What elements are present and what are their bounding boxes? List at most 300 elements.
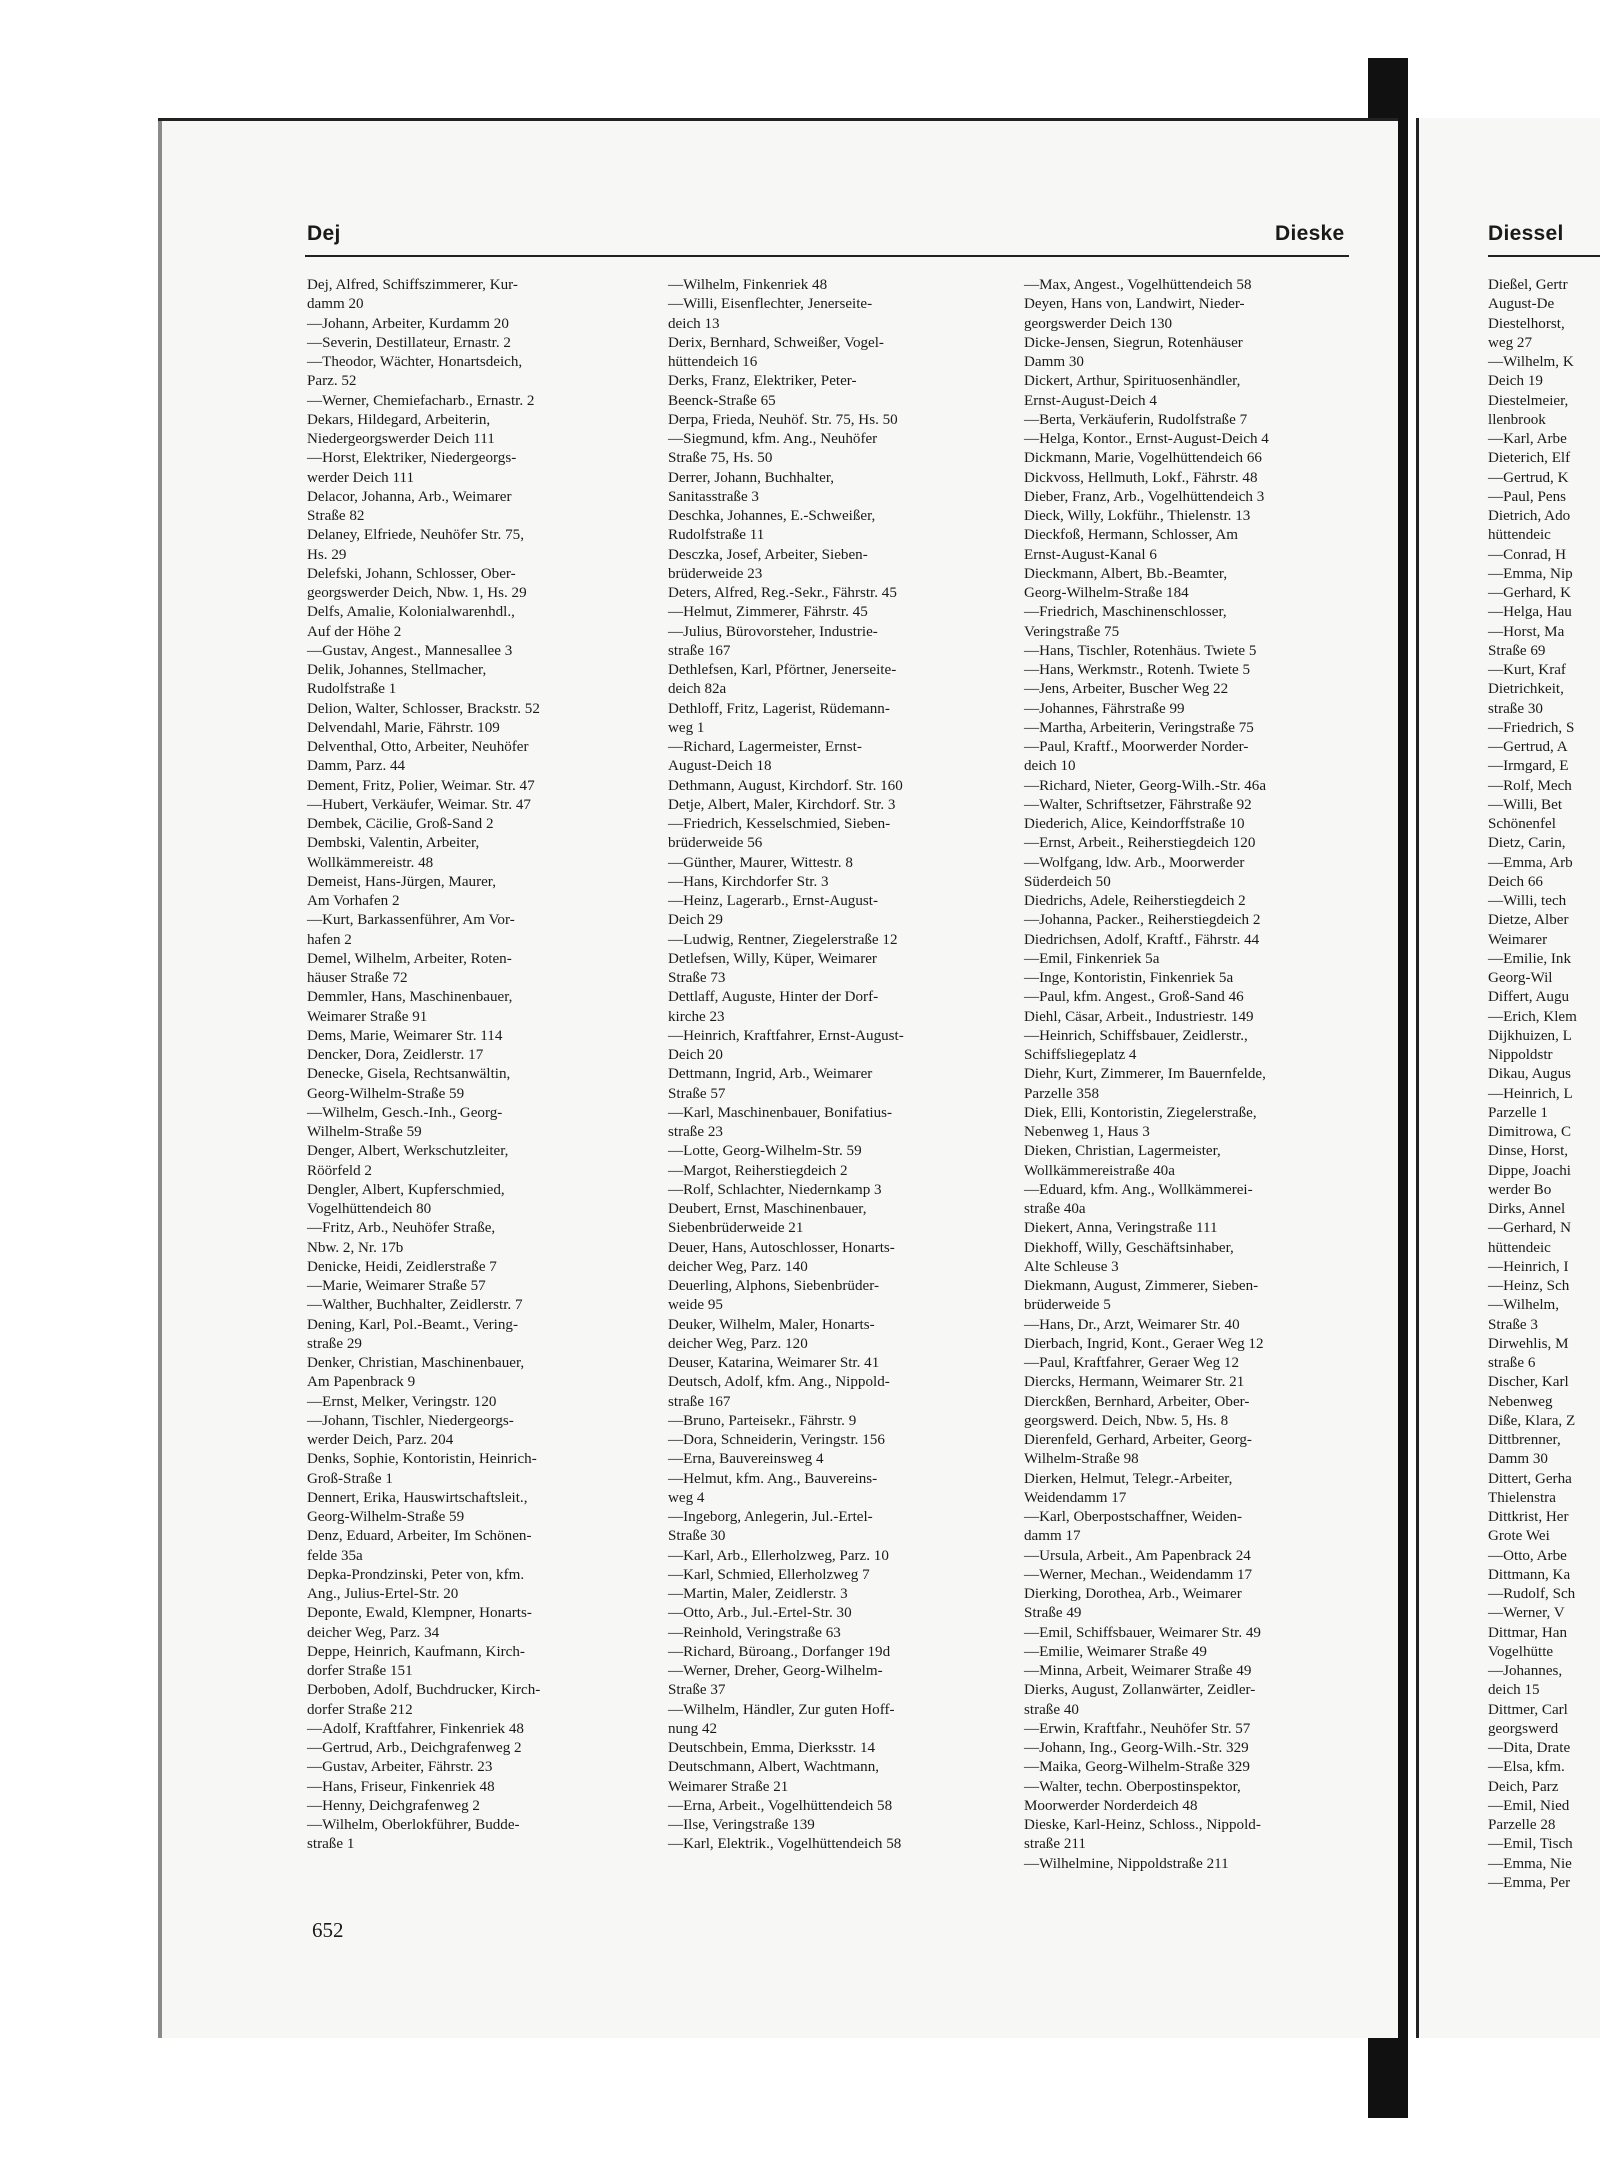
directory-entry	[1024, 700, 1364, 719]
entry-line: —Günther, Maurer, Wittestr. 8	[668, 854, 853, 871]
entry-line: —Maika, Georg-Wilhelm-Straße 329	[1024, 1759, 1250, 1776]
entry-line: Demeist, Hans-Jürgen, Maurer,	[307, 873, 496, 890]
directory-entry	[307, 565, 647, 604]
entry-continuation: Vogelhüttendeich 80	[307, 1201, 432, 1217]
right-page-entry-line: —Emma, Nip	[1488, 565, 1573, 582]
directory-entry	[307, 1758, 647, 1777]
entry-continuation: Weidendamm 17	[1024, 1489, 1127, 1506]
entry-line: —Richard, Büroang., Dorfanger 19d	[668, 1643, 891, 1660]
directory-entry	[307, 911, 647, 950]
entry-line: —Lotte, Georg-Wilhelm-Str. 59	[668, 1143, 862, 1160]
entry-line: —Inge, Kontoristin, Finkenriek 5a	[1024, 970, 1234, 986]
entry-line: —Hubert, Verkäufer, Weimar. Str. 47	[307, 796, 531, 813]
directory-entry	[668, 469, 1008, 508]
entry-line: Delventhal, Otto, Arbeiter, Neuhöfer	[307, 739, 529, 755]
entry-line: Diedrichs, Adele, Reiherstiegdeich 2	[1024, 893, 1246, 909]
right-page-entry-line: —Karl, Arbe	[1488, 431, 1567, 447]
directory-entry	[1024, 1662, 1364, 1681]
entry-line: Dethloff, Fritz, Lagerist, Rüdemann-	[668, 700, 890, 717]
right-page-entry-line: —Willi, tech	[1488, 893, 1567, 909]
entry-continuation: deicher Weg, Parz. 120	[668, 1335, 808, 1352]
directory-entry	[307, 353, 647, 392]
directory-entry	[668, 1816, 1008, 1835]
entry-line: Deuer, Hans, Autoschlosser, Honarts-	[668, 1239, 895, 1256]
entry-line: —Paul, kfm. Angest., Groß-Sand 46	[1024, 989, 1244, 1006]
directory-entry	[307, 449, 647, 488]
entry-line: —Berta, Verkäuferin, Rudolfstraße 7	[1024, 411, 1248, 428]
entry-continuation: straße 40a	[1024, 1201, 1086, 1217]
directory-entry	[668, 1739, 1008, 1758]
entry-line: —Karl, Elektrik., Vogelhüttendeich 58	[668, 1836, 902, 1853]
entry-continuation: August-Deich 18	[668, 758, 772, 775]
entry-line: Dicke-Jensen, Siegrun, Rotenhäuser	[1024, 334, 1243, 351]
directory-entry	[307, 796, 647, 815]
entry-line: Dieckfoß, Hermann, Schlosser, Am	[1024, 527, 1239, 544]
entry-line: —Paul, Kraftf., Moorwerder Norder-	[1024, 739, 1249, 755]
entry-line: Deuker, Wilhelm, Maler, Honarts-	[668, 1316, 875, 1333]
entry-continuation: Ang., Julius-Ertel-Str. 20	[307, 1586, 459, 1602]
entry-line: —Adolf, Kraftfahrer, Finkenriek 48	[307, 1720, 524, 1737]
right-page-entry-line: Dinse, Horst,	[1488, 1143, 1569, 1160]
directory-entry	[1024, 1008, 1364, 1027]
entry-line: —Otto, Arb., Jul.-Ertel-Str. 30	[668, 1605, 852, 1622]
entry-continuation: weg 4	[668, 1489, 705, 1506]
directory-entry	[668, 815, 1008, 854]
entry-continuation: Wollkämmereistraße 40a	[1024, 1162, 1175, 1179]
entry-line: Dierking, Dorothea, Arb., Weimarer	[1024, 1586, 1242, 1602]
running-head-left: Dej	[307, 222, 341, 245]
entry-line: —Kurt, Barkassenführer, Am Vor-	[307, 912, 515, 929]
entry-line: Dieber, Franz, Arb., Vogelhüttendeich 3	[1024, 488, 1265, 505]
entry-line: Deutschmann, Albert, Wachtmann,	[668, 1759, 880, 1776]
entry-line: Diercks, Hermann, Weimarer Str. 21	[1024, 1374, 1245, 1391]
directory-entry	[307, 719, 647, 738]
directory-entry	[1024, 1681, 1364, 1720]
directory-entry	[1024, 1431, 1364, 1470]
entry-line: Dekars, Hildegard, Arbeiterin,	[307, 411, 491, 428]
right-page-entry-line: —Emma, Arb	[1488, 854, 1573, 871]
entry-line: Diedrichsen, Adolf, Kraftf., Fährstr. 44	[1024, 931, 1260, 948]
entry-line: Dierbach, Ingrid, Kont., Geraer Weg 12	[1024, 1335, 1264, 1352]
directory-entry	[307, 1316, 647, 1355]
entry-continuation: Weimarer Straße 21	[668, 1778, 789, 1795]
right-page-entry-line: Dippe, Joachi	[1488, 1162, 1571, 1179]
directory-entry	[1024, 834, 1364, 853]
directory-entry	[1024, 815, 1364, 834]
entry-continuation: Weimarer Straße 91	[307, 1008, 428, 1025]
entry-line: Denks, Sophie, Kontoristin, Heinrich-	[307, 1451, 537, 1468]
directory-entry	[668, 1758, 1008, 1797]
entry-line: —Johann, Arbeiter, Kurdamm 20	[307, 315, 509, 332]
directory-entry	[1024, 507, 1364, 526]
right-page-entry-line: —Werner, V	[1488, 1605, 1565, 1622]
directory-entry	[1024, 295, 1364, 334]
directory-entry	[1024, 1566, 1364, 1585]
entry-continuation: weg 1	[668, 719, 705, 736]
entry-line: Dembek, Cäcilie, Groß-Sand 2	[307, 816, 494, 832]
directory-entry	[1024, 1354, 1364, 1373]
right-page-entry-line: weg 27	[1488, 334, 1533, 351]
right-page-entry-line: hüttendeic	[1488, 1239, 1551, 1256]
entry-continuation: Am Papenbrack 9	[307, 1374, 416, 1391]
entry-line: Dickert, Arthur, Spirituosenhändler,	[1024, 373, 1241, 390]
right-page-entry-line: —Heinrich, L	[1488, 1085, 1573, 1102]
entry-line: Demel, Wilhelm, Arbeiter, Roten-	[307, 950, 512, 967]
right-page-entry-line: Weimarer	[1488, 931, 1548, 948]
entry-continuation: brüderweide 23	[668, 565, 763, 582]
directory-entry	[1024, 969, 1364, 988]
directory-entry	[668, 1585, 1008, 1604]
entry-continuation: Auf der Höhe 2	[307, 623, 402, 640]
entry-line: Delvendahl, Marie, Fährstr. 109	[307, 719, 500, 736]
entry-line: Delik, Johannes, Stellmacher,	[307, 662, 487, 678]
directory-entry	[307, 1816, 647, 1855]
entry-line: —Walter, techn. Oberpostinspektor,	[1024, 1778, 1241, 1795]
directory-entry	[307, 1681, 647, 1720]
entry-line: Dej, Alfred, Schiffszimmerer, Kur-	[307, 277, 518, 293]
directory-entry	[1024, 334, 1364, 373]
entry-continuation: dorfer Straße 151	[307, 1663, 413, 1679]
right-page-entry-line: —Helga, Hau	[1488, 604, 1572, 621]
entry-line: —Hans, Kirchdorfer Str. 3	[668, 873, 829, 890]
directory-entry	[1024, 738, 1364, 777]
right-page-entry-line: Dittmar, Han	[1488, 1624, 1568, 1641]
right-page-entry-line: Parzelle 1	[1488, 1104, 1548, 1121]
directory-entry	[307, 1104, 647, 1143]
directory-entry	[1024, 1758, 1364, 1777]
directory-entry	[668, 854, 1008, 873]
right-page-entry-line: deich 15	[1488, 1682, 1540, 1699]
entry-line: —Emil, Finkenriek 5a	[1024, 950, 1160, 967]
directory-entry	[307, 1258, 647, 1277]
directory-entry	[1024, 372, 1364, 411]
entry-continuation: Beenck-Straße 65	[668, 392, 776, 409]
entry-line: Dierken, Helmut, Telegr.-Arbeiter,	[1024, 1470, 1233, 1487]
right-page-entry-line: georgswerd	[1488, 1720, 1559, 1737]
entry-continuation: weide 95	[668, 1297, 723, 1314]
directory-entry	[307, 1027, 647, 1046]
directory-entry	[1024, 603, 1364, 642]
directory-entry	[668, 1450, 1008, 1469]
directory-entry	[307, 661, 647, 700]
right-page-running-head: Diessel	[1488, 222, 1564, 245]
directory-entry	[1024, 430, 1364, 449]
entry-line: Dickmann, Marie, Vogelhüttendeich 66	[1024, 450, 1262, 467]
directory-entry	[1024, 1855, 1364, 1874]
entry-line: —Johann, Tischler, Niedergeorgs-	[307, 1412, 514, 1429]
entry-line: —Karl, Schmied, Ellerholzweg 7	[668, 1566, 870, 1583]
directory-entry	[668, 1547, 1008, 1566]
directory-entry	[668, 276, 1008, 295]
right-page-entry-line: Dietrich, Ado	[1488, 508, 1571, 524]
directory-entry	[1024, 1739, 1364, 1758]
right-page-entry-line: Grote Wei	[1488, 1528, 1550, 1545]
directory-entry	[668, 1604, 1008, 1623]
directory-entry	[1024, 1219, 1364, 1238]
right-page-entry-line: Deich 19	[1488, 373, 1543, 390]
right-page-entry-line: Thielenstra	[1488, 1489, 1556, 1506]
entry-continuation: Deich 29	[668, 912, 723, 929]
entry-continuation: damm 20	[307, 296, 364, 313]
entry-line: —Hans, Friseur, Finkenriek 48	[307, 1778, 495, 1795]
entry-line: —Walther, Buchhalter, Zeidlerstr. 7	[307, 1297, 523, 1314]
entry-line: —Max, Angest., Vogelhüttendeich 58	[1024, 277, 1252, 293]
right-page-entry-line: straße 6	[1488, 1355, 1536, 1371]
entry-continuation: Niedergeorgswerder Deich 111	[307, 431, 495, 447]
directory-entry	[668, 1624, 1008, 1643]
directory-entry	[668, 661, 1008, 700]
directory-entry	[668, 1431, 1008, 1450]
directory-entry	[307, 1219, 647, 1258]
entry-line: —Willi, Eisenflechter, Jenerseite-	[668, 296, 873, 313]
directory-entry	[1024, 950, 1364, 969]
directory-entry	[1024, 411, 1364, 430]
right-page-entry-line: Damm 30	[1488, 1451, 1548, 1468]
entry-line: —Emilie, Weimarer Straße 49	[1024, 1643, 1207, 1660]
right-page-entry-line: Diestelmeier,	[1488, 392, 1569, 409]
entry-line: Denecke, Gisela, Rechtsanwältin,	[307, 1066, 511, 1083]
entry-line: —Hans, Werkmstr., Rotenh. Twiete 5	[1024, 662, 1251, 678]
directory-entry	[307, 1412, 647, 1451]
entry-line: Derix, Bernhard, Schweißer, Vogel-	[668, 334, 884, 351]
directory-entry	[668, 372, 1008, 411]
entry-line: —Bruno, Parteisekr., Fährstr. 9	[668, 1412, 857, 1429]
entry-line: —Friedrich, Kesselschmied, Sieben-	[668, 816, 891, 832]
right-page-entry-line: —Horst, Ma	[1488, 623, 1565, 640]
entry-line: Diederich, Alice, Keindorffstraße 10	[1024, 816, 1245, 832]
right-page-entry-line: —Kurt, Kraf	[1488, 662, 1566, 678]
directory-entry	[668, 1354, 1008, 1373]
entry-line: —Ernst, Melker, Veringstr. 120	[307, 1393, 497, 1410]
directory-entry	[307, 738, 647, 777]
directory-entry	[1024, 988, 1364, 1007]
entry-line: —Werner, Mechan., Weidendamm 17	[1024, 1566, 1253, 1583]
entry-line: —Helga, Kontor., Ernst-August-Deich 4	[1024, 431, 1269, 447]
entry-continuation: straße 167	[668, 1393, 731, 1410]
directory-entry	[307, 1489, 647, 1528]
entry-continuation: Damm, Parz. 44	[307, 758, 406, 775]
entry-continuation: werder Deich 111	[307, 469, 415, 486]
directory-entry	[1024, 1065, 1364, 1104]
entry-line: Dennert, Erika, Hauswirtschaftsleit.,	[307, 1489, 528, 1506]
entry-line: —Wilhelm, Händler, Zur guten Hoff-	[668, 1701, 895, 1718]
entry-line: Derboben, Adolf, Buchdrucker, Kirch-	[307, 1682, 541, 1699]
entry-continuation: Straße 57	[668, 1085, 726, 1102]
directory-entry	[1024, 1585, 1364, 1624]
right-page-entry-line: —Emma, Nie	[1488, 1855, 1572, 1872]
entry-line: Dieckmann, Albert, Bb.-Beamter,	[1024, 565, 1228, 582]
entry-line: Derrer, Johann, Buchhalter,	[668, 469, 835, 486]
entry-continuation: Schiffsliegeplatz 4	[1024, 1047, 1137, 1063]
directory-entry	[307, 873, 647, 912]
entry-continuation: Straße 75, Hs. 50	[668, 450, 773, 467]
directory-entry	[1024, 1316, 1364, 1335]
directory-entry	[307, 603, 647, 642]
entry-line: —Richard, Nieter, Georg-Wilh.-Str. 46a	[1024, 777, 1267, 794]
directory-entry	[668, 1797, 1008, 1816]
entry-continuation: Süderdeich 50	[1024, 873, 1111, 890]
directory-entry	[307, 1739, 647, 1758]
entry-line: —Erna, Bauvereinsweg 4	[668, 1451, 824, 1468]
entry-line: Diek, Elli, Kontoristin, Ziegelerstraße,	[1024, 1104, 1257, 1121]
right-page-entry-line: —Emma, Per	[1488, 1874, 1571, 1891]
entry-line: —Jens, Arbeiter, Buscher Weg 22	[1024, 681, 1229, 698]
directory-entry	[668, 931, 1008, 950]
entry-line: —Gustav, Angest., Mannesallee 3	[307, 642, 513, 659]
entry-line: Dettlaff, Auguste, Hinter der Dorf-	[668, 989, 879, 1006]
entry-line: Dethlefsen, Karl, Pförtner, Jenerseite-	[668, 662, 897, 678]
entry-line: Dierenfeld, Gerhard, Arbeiter, Georg-	[1024, 1432, 1252, 1448]
entry-line: Deyen, Hans von, Landwirt, Nieder-	[1024, 296, 1245, 313]
directory-entry	[1024, 777, 1364, 796]
directory-column-2	[668, 276, 1008, 1855]
directory-entry	[668, 1566, 1008, 1585]
header-rule	[305, 255, 1349, 257]
right-page-entry-line: —Gertrud, A	[1488, 739, 1568, 755]
entry-line: —Gertrud, Arb., Deichgrafenweg 2	[307, 1740, 522, 1756]
directory-entry	[668, 950, 1008, 989]
entry-continuation: hüttendeich 16	[668, 354, 758, 370]
entry-line: Deutsch, Adolf, kfm. Ang., Nippold-	[668, 1374, 890, 1391]
entry-line: Dieske, Karl-Heinz, Schloss., Nippold-	[1024, 1817, 1261, 1833]
entry-line: —Werner, Chemiefacharb., Ernastr. 2	[307, 392, 535, 409]
entry-continuation: Parz. 52	[307, 373, 357, 390]
entry-continuation: Moorwerder Norderdeich 48	[1024, 1797, 1198, 1814]
entry-continuation: Hs. 29	[307, 546, 347, 563]
entry-line: —Walter, Schriftsetzer, Fährstraße 92	[1024, 796, 1252, 813]
directory-entry	[1024, 680, 1364, 699]
directory-entry	[668, 411, 1008, 430]
right-page-entry-line: —Paul, Pens	[1488, 488, 1566, 505]
directory-entry	[1024, 449, 1364, 468]
entry-continuation: Rudolfstraße 1	[307, 681, 397, 698]
entry-continuation: kirche 23	[668, 1008, 725, 1025]
entry-line: Delacor, Johanna, Arb., Weimarer	[307, 488, 512, 505]
entry-line: —Ingeborg, Anlegerin, Jul.-Ertel-	[668, 1509, 873, 1525]
directory-entry	[668, 546, 1008, 585]
directory-entry	[668, 430, 1008, 469]
entry-line: Deters, Alfred, Reg.-Sekr., Fährstr. 45	[668, 585, 897, 601]
entry-continuation: straße 29	[307, 1335, 362, 1352]
directory-entry	[668, 1104, 1008, 1143]
running-head-right: Dieske	[1275, 222, 1345, 245]
entry-continuation: Straße 49	[1024, 1605, 1082, 1622]
directory-entry	[1024, 1624, 1364, 1643]
right-page-entry-line: Dimitrowa, C	[1488, 1124, 1572, 1140]
directory-entry	[307, 1604, 647, 1643]
directory-entry	[668, 1412, 1008, 1431]
right-page-header-rule	[1488, 255, 1600, 257]
directory-entry	[668, 1181, 1008, 1200]
entry-line: Diehr, Kurt, Zimmerer, Im Bauernfelde,	[1024, 1066, 1266, 1083]
entry-line: —Heinz, Lagerarb., Ernst-August-	[668, 893, 878, 909]
directory-entry	[1024, 1239, 1364, 1278]
directory-entry	[1024, 488, 1364, 507]
directory-entry	[1024, 1778, 1364, 1817]
entry-line: Deubert, Ernst, Maschinenbauer,	[668, 1201, 867, 1217]
directory-entry	[668, 777, 1008, 796]
right-page-entry-line: —Heinrich, I	[1488, 1258, 1569, 1275]
right-page-entry-line: Straße 69	[1488, 642, 1546, 659]
directory-entry	[1024, 1547, 1364, 1566]
entry-line: —Richard, Lagermeister, Ernst-	[668, 739, 862, 755]
right-page-entry-line: Dietz, Carin,	[1488, 835, 1566, 852]
entry-line: Deppe, Heinrich, Kaufmann, Kirch-	[307, 1643, 525, 1660]
entry-continuation: dorfer Straße 212	[307, 1701, 413, 1718]
entry-line: —Heinrich, Schiffsbauer, Zeidlerstr.,	[1024, 1027, 1248, 1044]
right-page-entry-line: —Gertrud, K	[1488, 469, 1569, 486]
entry-line: Dethmann, August, Kirchdorf. Str. 160	[668, 777, 903, 794]
entry-continuation: brüderweide 5	[1024, 1297, 1111, 1314]
directory-entry	[668, 988, 1008, 1027]
entry-line: —Marie, Weimarer Straße 57	[307, 1278, 486, 1294]
right-page-entry-line: Dittbrenner,	[1488, 1432, 1561, 1448]
right-page-entry-line: hüttendeic	[1488, 527, 1551, 544]
entry-line: Detlefsen, Willy, Küper, Weimarer	[668, 950, 877, 967]
entry-continuation: felde 35a	[307, 1547, 363, 1564]
directory-entry	[668, 507, 1008, 546]
entry-line: Delaney, Elfriede, Neuhöfer Str. 75,	[307, 527, 524, 544]
directory-entry	[307, 988, 647, 1027]
directory-entry	[307, 1181, 647, 1220]
entry-line: —Helmut, Zimmerer, Fährstr. 45	[668, 604, 868, 621]
directory-entry	[668, 1508, 1008, 1547]
entry-line: Denker, Christian, Maschinenbauer,	[307, 1355, 525, 1371]
entry-continuation: Am Vorhafen 2	[307, 893, 400, 909]
directory-entry	[668, 1277, 1008, 1316]
right-page-entry-line: Vogelhütte	[1488, 1643, 1554, 1660]
directory-entry	[307, 1142, 647, 1181]
entry-continuation: Straße 73	[668, 970, 726, 986]
entry-continuation: deich 82a	[668, 681, 727, 698]
directory-entry	[1024, 1643, 1364, 1662]
entry-continuation: deich 13	[668, 315, 720, 332]
entry-continuation: Georg-Wilhelm-Straße 59	[307, 1509, 465, 1525]
directory-entry	[668, 1835, 1008, 1854]
entry-line: —Hans, Tischler, Rotenhäus. Twiete 5	[1024, 642, 1257, 659]
directory-entry	[307, 1046, 647, 1065]
entry-line: —Wilhelm, Oberlokführer, Budde-	[307, 1817, 520, 1833]
directory-entry	[668, 1662, 1008, 1701]
entry-line: —Siegmund, kfm. Ang., Neuhöfer	[668, 431, 878, 447]
entry-line: Denz, Eduard, Arbeiter, Im Schönen-	[307, 1528, 532, 1545]
entry-continuation: Georg-Wilhelm-Straße 184	[1024, 585, 1189, 601]
right-page-entry-line: —Conrad, H	[1488, 546, 1566, 563]
entry-continuation: hafen 2	[307, 931, 352, 948]
entry-line: Dencker, Dora, Zeidlerstr. 17	[307, 1047, 484, 1063]
entry-line: —Eduard, kfm. Ang., Wollkämmerei-	[1024, 1181, 1253, 1198]
entry-continuation: brüderweide 56	[668, 835, 763, 852]
entry-continuation: Siebenbrüderweide 21	[668, 1220, 804, 1237]
directory-column-3	[1024, 276, 1364, 1874]
directory-entry	[668, 873, 1008, 892]
directory-entry	[307, 315, 647, 334]
entry-line: Denicke, Heidi, Zeidlerstraße 7	[307, 1258, 497, 1275]
right-page-entry-line: Dießel, Gertr	[1488, 277, 1568, 293]
directory-entry	[668, 1239, 1008, 1278]
right-page-entry-line: Diestelhorst,	[1488, 315, 1565, 332]
directory-entry	[668, 1373, 1008, 1412]
entry-line: —Hans, Dr., Arzt, Weimarer Str. 40	[1024, 1316, 1240, 1333]
entry-continuation: Parzelle 358	[1024, 1085, 1100, 1102]
entry-line: Deutschbein, Emma, Dierksstr. 14	[668, 1740, 876, 1756]
entry-line: Dening, Karl, Pol.-Beamt., Vering-	[307, 1316, 518, 1333]
entry-continuation: Georg-Wilhelm-Straße 59	[307, 1085, 465, 1102]
right-page-entry-line: —Emil, Nied	[1488, 1797, 1570, 1814]
entry-line: Dembski, Valentin, Arbeiter,	[307, 835, 480, 852]
directory-entry	[1024, 854, 1364, 893]
entry-line: —Dora, Schneiderin, Veringstr. 156	[668, 1432, 885, 1448]
